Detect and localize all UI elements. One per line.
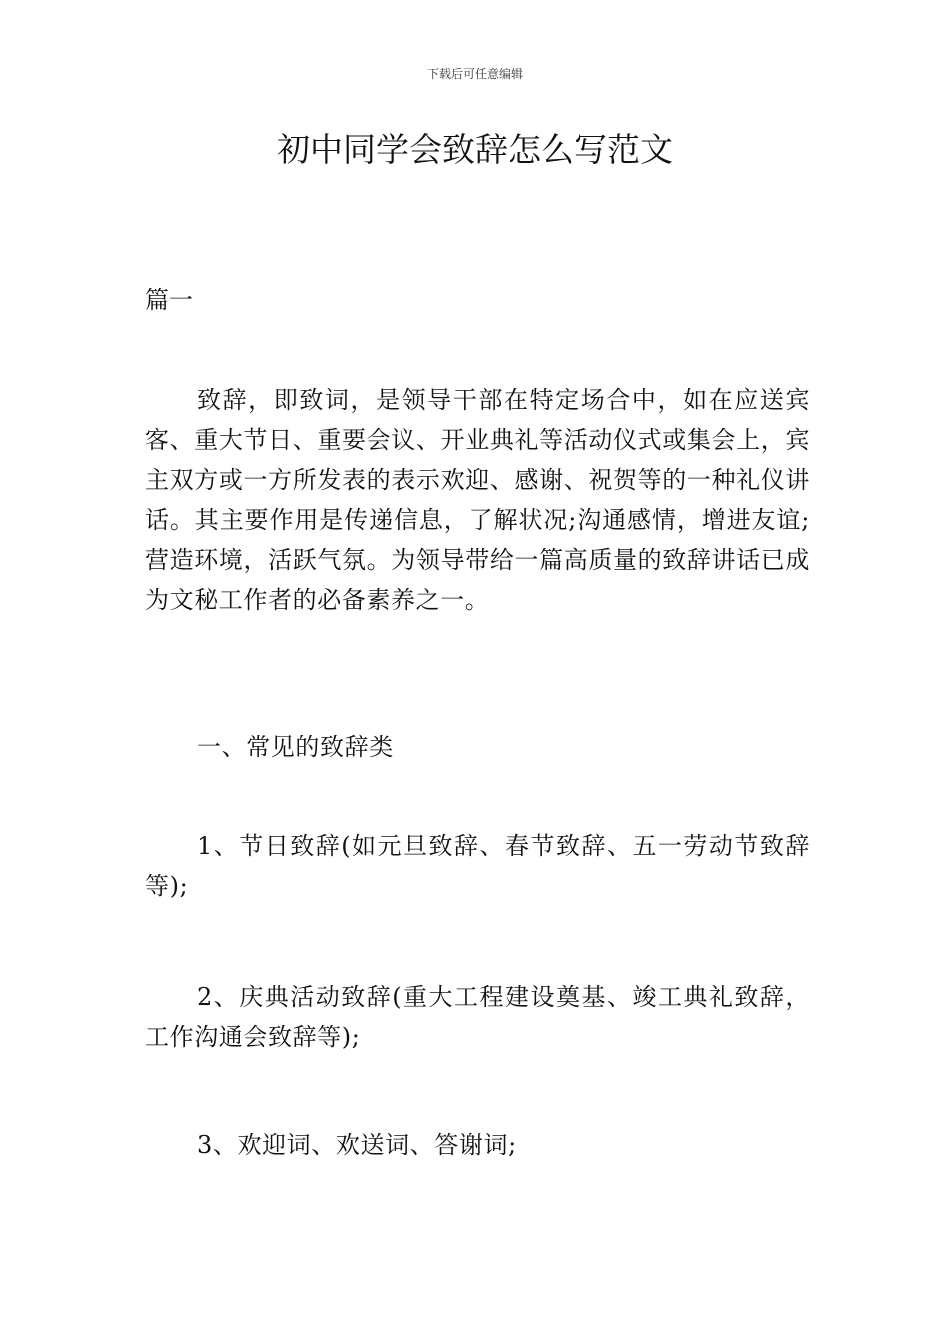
section-heading: 一、常见的致辞类 — [197, 733, 394, 761]
list-item: 2、庆典活动致辞(重大工程建设奠基、竣工典礼致辞，工作沟通会致辞等); — [145, 983, 810, 1051]
intro-paragraph: 致辞，即致词，是领导干部在特定场合中，如在应送宾客、重大节日、重要会议、开业典礼等活动仪式或集会上，宾主双方或一方所发表的表示欢迎、感谢、祝贺等的一种礼仪讲话。其主要作用是传递信息，了解状况;沟通感情，增进友谊;营造环境，活跃气氛。为领导带给一篇高质量的致辞讲话已成为文秘工作者的必备素养之一。 — [145, 386, 810, 614]
list-item: 1、节日致辞(如元旦致辞、春节致辞、五一劳动节致辞等); — [145, 832, 810, 900]
header-note: 下载后可任意编辑 — [426, 67, 523, 81]
section-label: 篇一 — [145, 286, 193, 314]
document-title: 初中同学会致辞怎么写范文 — [277, 130, 673, 169]
list-item: 3、欢迎词、欢送词、答谢词; — [197, 1131, 517, 1159]
